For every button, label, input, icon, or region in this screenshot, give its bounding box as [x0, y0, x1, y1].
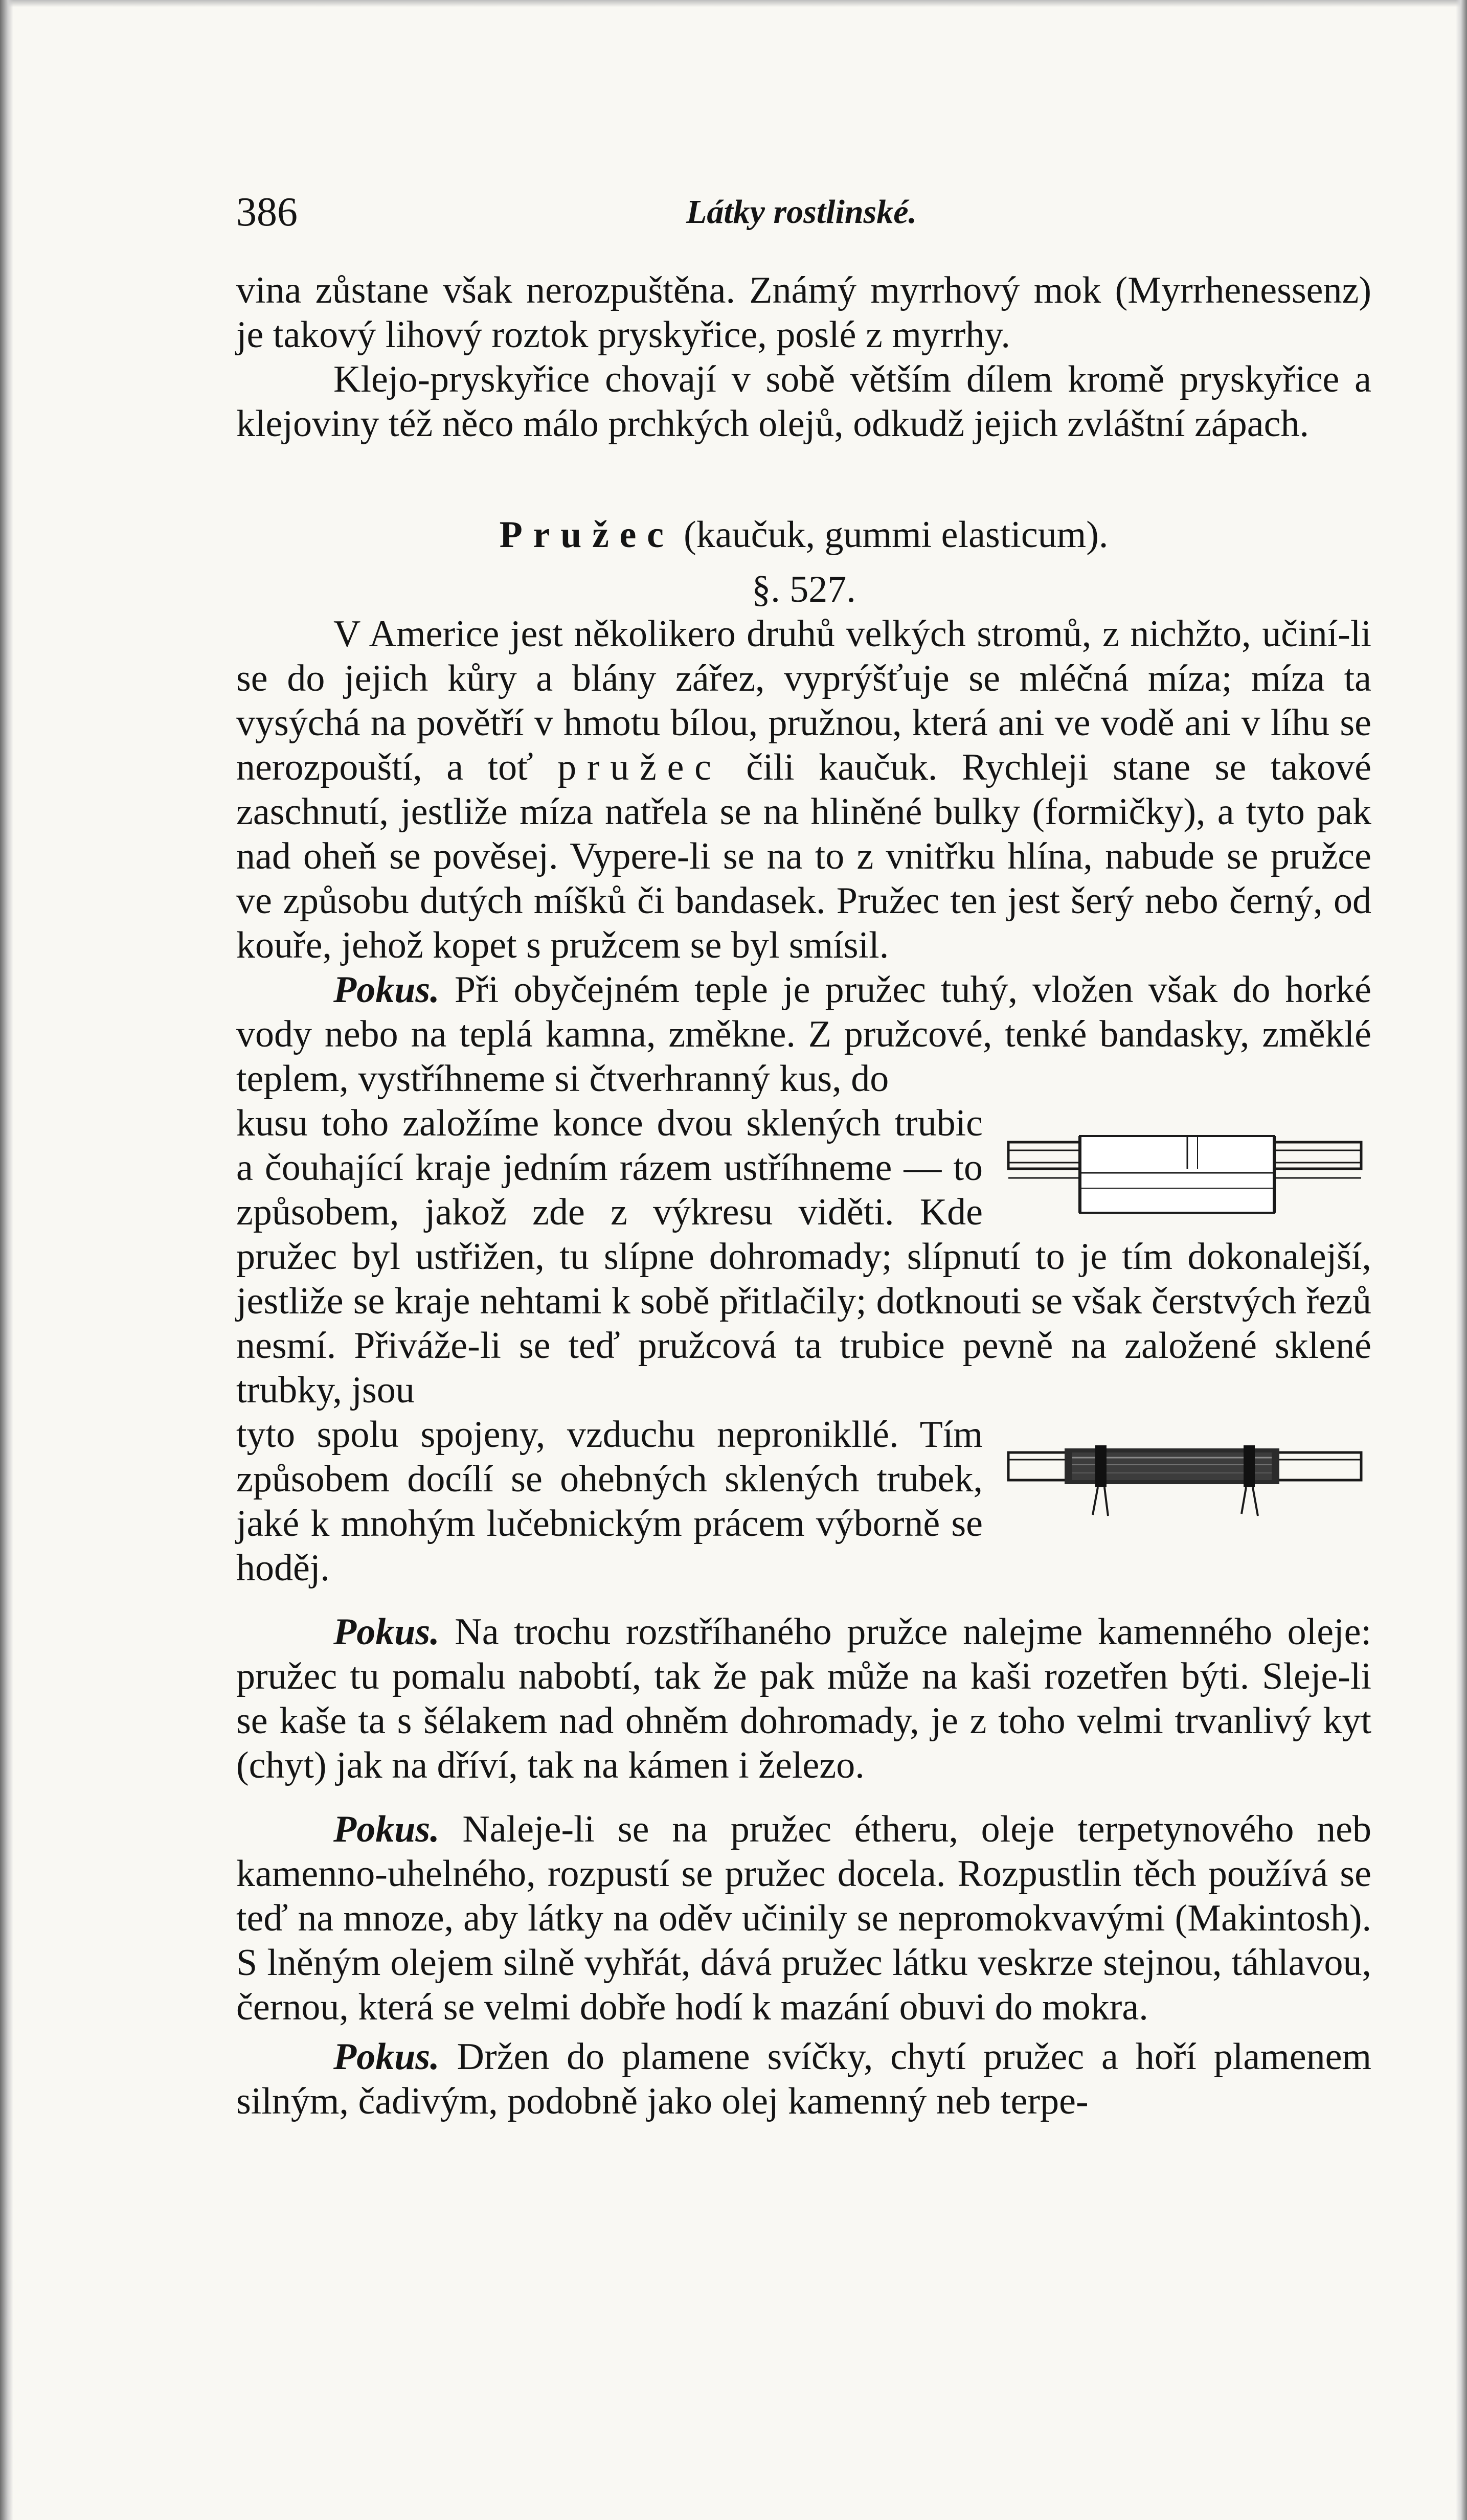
paragraph-pruzec-origin [236, 612, 1371, 968]
paragraph-pokus-1 [236, 968, 1371, 1101]
paragraph-pokus-3 [236, 1807, 1371, 2030]
paragraph-continued: vina zůstane však nerozpuštěna. Známý myrrhový mok (Myrrhenessenz) je takový lihový roztok pryskyřice, poslé z myrrhy. [236, 269, 1371, 356]
page-edge-top [0, 0, 1467, 7]
section-title-rest: (kaučuk, gummi elasticum). [684, 514, 1109, 556]
emphasis-pruzec: pružec [557, 746, 722, 788]
paragraph-text: Při obyčejném teple je pružec tuhý, vložen však do horké vody nebo na teplá kamna, změkne. Z pružcové, tenké bandasky, změklé teplem, vystříhneme si čtverhranný kus, do [236, 969, 1372, 1100]
pokus-label: Pokus. [333, 1808, 440, 1850]
paragraph-pokus-1-end [236, 1413, 1371, 1591]
page-edge-left [0, 0, 13, 2520]
running-title: Látky rostlinské. [686, 193, 917, 231]
paragraph-text: čili kaučuk. Rychleji stane se takové zaschnutí, jestliže míza natřela se na hliněné bulky (formičky), a tyto pak nad oheň se pověsej. Vypere-li se na to z vnitřku hlína, nabude se pružce ve způsobu dutých míšků či bandasek. Pružec ten jest šerý nebo černý, od kouře, jehož kopet s pružcem se byl smísil. [236, 746, 1372, 966]
page-edge-right [1456, 0, 1467, 2520]
section-title-main: Pružec [499, 514, 674, 556]
section-number: §. 527. [752, 569, 856, 610]
paragraph-text: tyto spolu spojeny, vzduchu nepronikllé. Tím způsobem docílí se ohebných sklených trubek, jaké k mnohým lučebnickým prácem výborně se hoděj. [236, 1414, 983, 1589]
paragraph-text: V Americe jest několikero druhů velkých stromů, z nichžto, učiní-li se do jejich kůry a blány zářez, vyprýšťuje se mléčná míza; míza ta vysýchá na povětří v hmotu bílou, pružnou, která ani ve vodě ani v líhu se nerozpouští, a toť [236, 613, 1371, 788]
glass-tubes-joined-icon [1003, 1111, 1371, 1214]
paragraph-text: Na trochu rozstříhaného pružce nalejme kamenného oleje: pružec tu pomalu nabobtí, tak že pak může na kaši rozetřen býti. Sleje-li se kaše ta s šélakem nad ohněm dohromady, je z toho velmi trvanlivý kyt (chyt) jak na dříví, tak na kámen i železo. [236, 1611, 1372, 1786]
paragraph-text: Držen do plamene svíčky, chytí pružec a hoří plamenem silným, čadivým, podobně jako olej kamenný neb terpe- [236, 2036, 1372, 2122]
pokus-label: Pokus. [333, 1611, 440, 1653]
pokus-label: Pokus. [333, 2036, 440, 2078]
pokus-label: Pokus. [333, 969, 440, 1011]
page-number: 386 [236, 190, 298, 235]
paragraph-pokus-4 [236, 2035, 1371, 2124]
page-body [236, 268, 1371, 2124]
paragraph-pokus-1-figures [236, 1101, 1371, 1413]
paragraph-pokus-2 [236, 1610, 1371, 1788]
page-header [236, 184, 1371, 240]
figure-joined-tubes [1003, 1111, 1371, 1214]
rubber-tube-bound-icon [1003, 1428, 1371, 1525]
section-heading [236, 513, 1371, 557]
paragraph-text: Naleje-li se na pružec étheru, oleje terpetynového neb kamenno-uhelného, rozpustí se pružec docela. Rozpustlin těch používá se teď na mnoze, aby látky na oděv učinily se nepromokvavými (Makintosh). S lněným olejem silně vyhřát, dává pružec látku veskrze stejnou, táhlavou, černou, která se velmi dobře hodí k mazání obuvi do mokra. [236, 1808, 1371, 2028]
paragraph-text: kusu toho založíme konce dvou sklených trubic a čouhající kraje jedním rázem ustříhneme — to způsobem, jakož zde z výkresu viděti. Kde pružec byl ustřižen, tu slípne dohromady; slípnutí to je tím dokonalejší, jestliže se kraje nehtami k sobě přitlačily; dotknouti se však čerstvých řezů nesmí. Přiváže-li se teď pružcová ta trubice pevně na založené sklené trubky, jsou [236, 1102, 1371, 1411]
paragraph-klejo-pryskyrice: Klejo-pryskyřice chovají v sobě větším dílem kromě pryskyřice a klejoviny též něco málo prchkých olejů, odkudž jejich zvláštní zápach. [236, 358, 1371, 445]
figure-rubber-tube [1003, 1428, 1371, 1525]
